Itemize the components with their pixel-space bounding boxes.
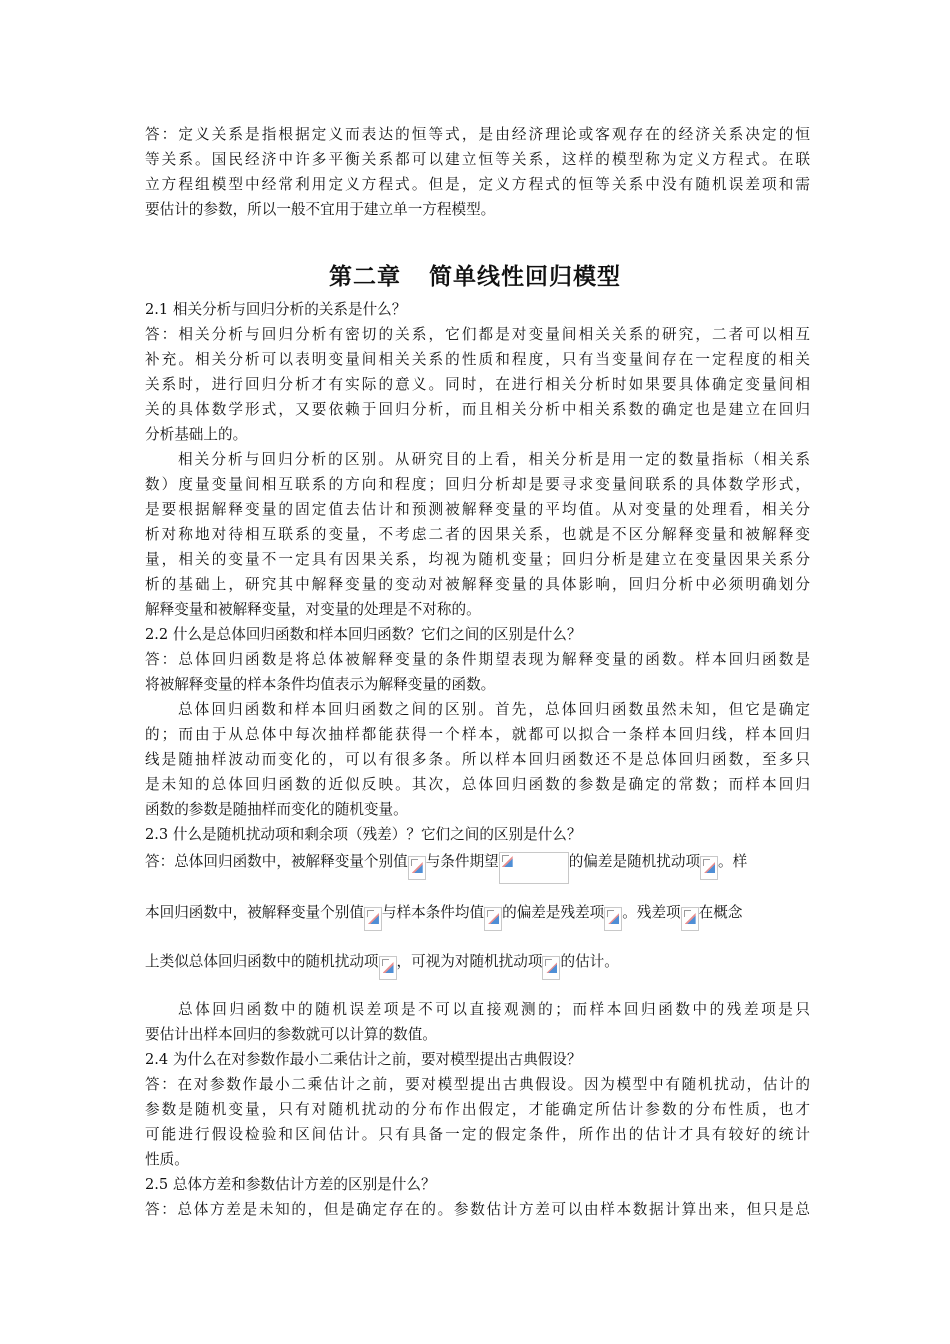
formula-image-icon (499, 852, 569, 884)
intro-line: 要估计的参数，所以一般不宜用于建立单一方程模型。 (145, 201, 496, 218)
text-run: ，可视为对随机扰动项 (396, 953, 543, 970)
intro-line: 立方程组模型中经常利用定义方程式。但是，定义方程式的恒等关系中没有随机误差项和需 (145, 176, 810, 193)
formula-image-icon (408, 856, 426, 880)
answer-line: 性质。 (145, 1151, 189, 1168)
chapter-name: 简单线性回归模型 (429, 264, 621, 290)
formula-image-icon (379, 956, 397, 980)
paragraph-line: 总体回归函数和样本回归函数之间的区别。首先，总体回归函数虽然未知，但它是确定 (178, 701, 810, 718)
text-run: 的偏差是残差项 (502, 904, 605, 921)
text-run: 与样本条件均值 (381, 904, 485, 921)
answer-line: 答：相关分析与回归分析有密切的关系，它们都是对变量间相关关系的研究，二者可以相互 (145, 326, 810, 343)
formula-image-icon (542, 956, 560, 980)
question-heading: 2.3 什么是随机扰动项和剩余项（残差）？它们之间的区别是什么？ (145, 826, 582, 843)
text-run: 上类似总体回归函数中的随机扰动项 (145, 953, 379, 970)
paragraph-line: 相关分析与回归分析的区别。从研究目的上看，相关分析是用一定的数量指标（相关系 (178, 451, 810, 468)
answer-line-with-formulas (145, 903, 815, 931)
answer-line: 关的具体数学形式，又要依赖于回归分析，而且相关分析中相关系数的确定也是建立在回归 (145, 401, 810, 418)
text-run: 的偏差是随机扰动项 (568, 853, 701, 870)
text-run: 在概念 (698, 904, 743, 921)
question-heading: 2.4 为什么在对参数作最小二乘估计之前，要对模型提出古典假设？ (145, 1051, 582, 1068)
paragraph-line: 要估计出样本回归的参数就可以计算的数值。 (145, 1026, 437, 1043)
paragraph-line: 是未知的总体回归函数的近似反映。其次，总体回归函数的参数是确定的常数；而样本回归 (145, 776, 810, 793)
formula-image-icon (700, 856, 718, 880)
question-heading: 2.2 什么是总体回归函数和样本回归函数？它们之间的区别是什么？ (145, 626, 582, 643)
answer-line-with-formulas (145, 952, 815, 980)
text-run: 的估计。 (560, 953, 619, 970)
answer-line: 可能进行假设检验和区间估计。只有具备一定的假定条件，所作出的估计才具有较好的统计 (145, 1126, 810, 1143)
formula-image-icon (681, 907, 699, 931)
question-heading: 2.5 总体方差和参数估计方差的区别是什么？ (145, 1176, 436, 1193)
paragraph-line: 是要根据解释变量的固定值去估计和预测被解释变量的平均值。从对变量的处理看，相关分 (145, 501, 810, 518)
text-run: 本回归函数中，被解释变量个别值 (145, 904, 364, 921)
answer-line: 参数是随机变量，只有对随机扰动的分布作出假定，才能确定所估计参数的分布性质，也才 (145, 1101, 810, 1118)
text-run: 与条件期望 (425, 853, 499, 870)
paragraph-line: 量，相关的变量不一定具有因果关系，均视为随机变量；回归分析是建立在变量因果关系分 (145, 551, 810, 568)
chapter-title (0, 258, 950, 291)
paragraph-line: 的；而由于从总体中每次抽样都能获得一个样本，就都可以拟合一条样本回归线，样本回归 (145, 726, 810, 743)
answer-line: 答：总体回归函数是将总体被解释变量的条件期望表现为解释变量的函数。样本回归函数是 (145, 651, 810, 668)
question-heading: 2.1 相关分析与回归分析的关系是什么？ (145, 301, 407, 318)
answer-line: 答：在对参数作最小二乘估计之前，要对模型提出古典假设。因为模型中有随机扰动，估计的 (145, 1076, 810, 1093)
paragraph-line: 解释变量和被解释变量，对变量的处理是不对称的。 (145, 601, 481, 618)
answer-line: 补充。相关分析可以表明变量间相关关系的性质和程度，只有当变量间存在一定程度的相关 (145, 351, 810, 368)
formula-image-icon (604, 907, 622, 931)
formula-image-icon (364, 907, 382, 931)
text-run: 答：总体回归函数中，被解释变量个别值 (145, 853, 408, 870)
text-run: 。样 (718, 853, 748, 870)
intro-line: 等关系。国民经济中许多平衡关系都可以建立恒等关系，这样的模型称为定义方程式。在联 (145, 151, 810, 168)
paragraph-line: 总体回归函数中的随机误差项是不可以直接观测的；而样本回归函数中的残差项是只 (178, 1001, 810, 1018)
answer-line: 分析基础上的。 (145, 426, 248, 443)
chapter-number: 第二章 (329, 264, 401, 290)
paragraph-line: 析对称地对待相互联系的变量，不考虑二者的因果关系，也就是不区分解释变量和被解释变 (145, 526, 810, 543)
answer-line: 将被解释变量的样本条件均值表示为解释变量的函数。 (145, 676, 496, 693)
intro-line: 答：定义关系是指根据定义而表达的恒等式，是由经济理论或客观存在的经济关系决定的恒 (145, 126, 810, 143)
answer-line-with-formulas (145, 852, 815, 884)
answer-line: 关系时，进行回归分析才有实际的意义。同时，在进行相关分析时如果要具体确定变量间相 (145, 376, 810, 393)
paragraph-line: 析的基础上，研究其中解释变量的变动对被解释变量的具体影响，回归分析中必须明确划分 (145, 576, 810, 593)
paragraph-line: 函数的参数是随抽样而变化的随机变量。 (145, 801, 408, 818)
text-run: 。残差项 (622, 904, 681, 921)
paragraph-line: 线是随抽样波动而变化的，可以有很多条。所以样本回归函数还不是总体回归函数，至多只 (145, 751, 810, 768)
paragraph-line: 数）度量变量间相互联系的方向和程度；回归分析却是要寻求变量间联系的具体数学形式， (145, 476, 810, 493)
formula-image-icon (484, 907, 502, 931)
answer-line: 答：总体方差是未知的，但是确定存在的。参数估计方差可以由样本数据计算出来，但只是总 (145, 1201, 810, 1218)
